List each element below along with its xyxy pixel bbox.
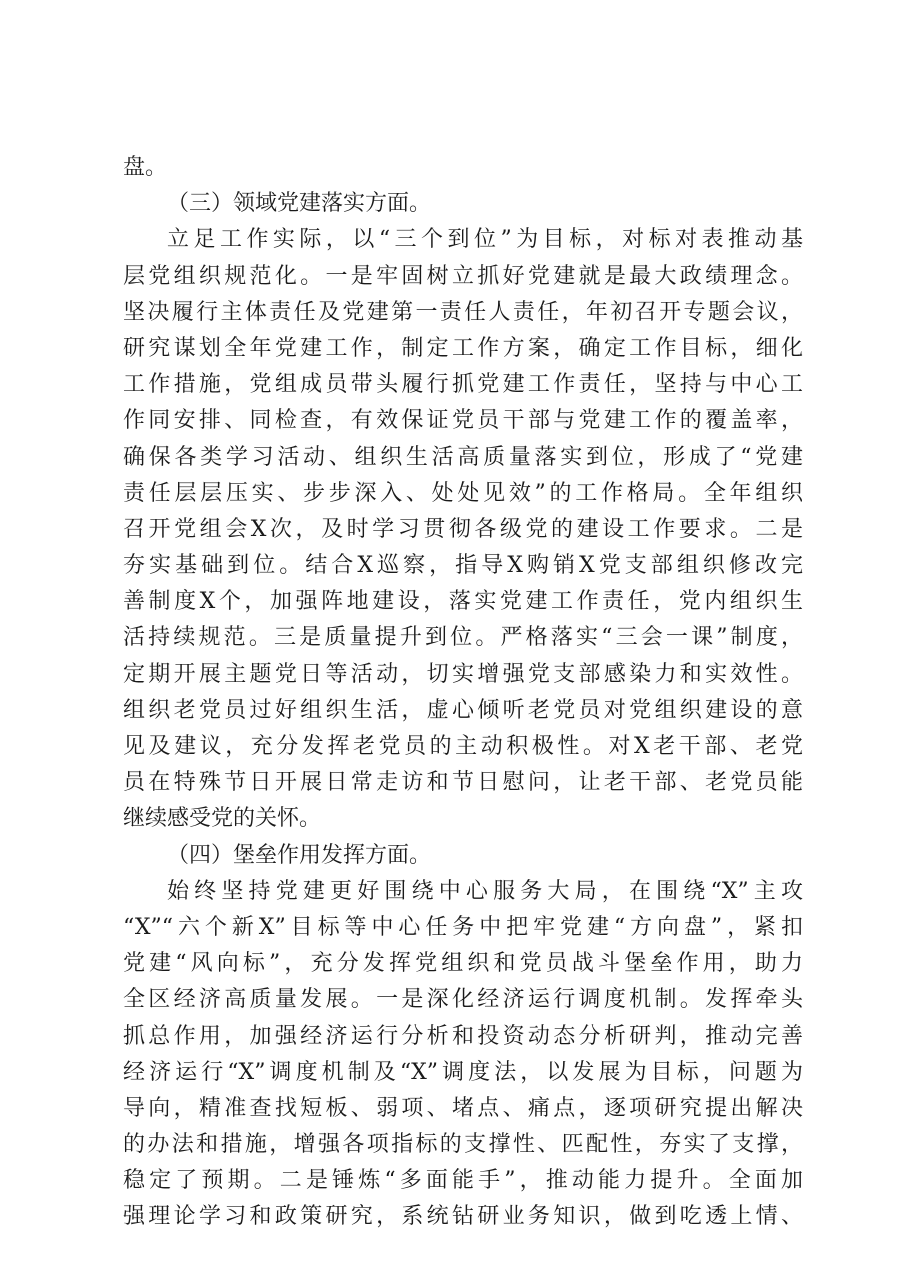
text-line: 始终坚持党建更好围绕中心服务大局，在围绕“X”主攻 — [167, 878, 803, 904]
text-line: 盘。 — [123, 155, 168, 180]
text-line: 层党组织规范化。一是牢固树立抓好党建就是最大政绩理念。 — [123, 263, 803, 289]
text-line: 组织老党员过好组织生活，虚心倾听老党员对党组织建设的意 — [123, 697, 803, 723]
text-line: 党建“风向标”，充分发挥党组织和党员战斗堡垒作用，助力 — [123, 951, 803, 977]
text-line: 抓总作用，加强经济运行分析和投资动态分析研判，推动完善 — [123, 1023, 803, 1049]
text-line: 责任层层压实、步步深入、处处见效”的工作格局。全年组织 — [123, 480, 803, 506]
text-line: 确保各类学习活动、组织生活高质量落实到位，形成了“党建 — [123, 444, 803, 470]
text-line: 导向，精准查找短板、弱项、堵点、痛点，逐项研究提出解决 — [123, 1095, 803, 1121]
text-line: 夯实基础到位。结合X巡察，指导X购销X党支部组织修改完 — [123, 553, 803, 579]
text-line: 强理论学习和政策研究，系统钻研业务知识，做到吃透上情、 — [123, 1204, 803, 1230]
document-body — [123, 150, 803, 1236]
text-line: 立足工作实际，以“三个到位”为目标，对标对表推动基 — [167, 227, 803, 253]
text-line: 研究谋划全年党建工作，制定工作方案，确定工作目标，细化 — [123, 335, 803, 361]
text-line: 定期开展主题党日等活动，切实增强党支部感染力和实效性。 — [123, 661, 803, 687]
text-line: 经济运行“X”调度机制及“X”调度法，以发展为目标，问题为 — [123, 1059, 803, 1085]
text-line: 的办法和措施，增强各项指标的支撑性、匹配性，夯实了支撑， — [123, 1132, 803, 1158]
section-heading: （四）堡垒作用发挥方面。 — [167, 842, 432, 868]
text-line: 员在特殊节日开展日常走访和节日慰问，让老干部、老党员能 — [123, 770, 803, 796]
text-line: 稳定了预期。二是锤炼“多面能手”，推动能力提升。全面加 — [123, 1168, 803, 1194]
text-line: 坚决履行主体责任及党建第一责任人责任，年初召开专题会议， — [123, 299, 803, 325]
text-line: 活持续规范。三是质量提升到位。严格落实“三会一课”制度， — [123, 625, 803, 651]
text-line: 作同安排、同检查，有效保证党员干部与党建工作的覆盖率， — [123, 408, 803, 434]
text-line: 善制度X个，加强阵地建设，落实党建工作责任，党内组织生 — [123, 589, 803, 615]
text-line: 全区经济高质量发展。一是深化经济运行调度机制。发挥牵头 — [123, 987, 803, 1013]
text-line: 见及建议，充分发挥老党员的主动积极性。对X老干部、老党 — [123, 734, 803, 759]
text-line: 工作措施，党组成员带头履行抓党建工作责任，坚持与中心工 — [123, 372, 803, 398]
text-line: “X”“六个新X”目标等中心任务中把牢党建“方向盘”，紧扣 — [123, 914, 803, 940]
text-line: 召开党组会X次，及时学习贯彻各级党的建设工作要求。二是 — [123, 516, 803, 542]
text-line: 继续感受党的关怀。 — [123, 806, 322, 832]
section-heading: （三）领域党建落实方面。 — [167, 191, 432, 217]
